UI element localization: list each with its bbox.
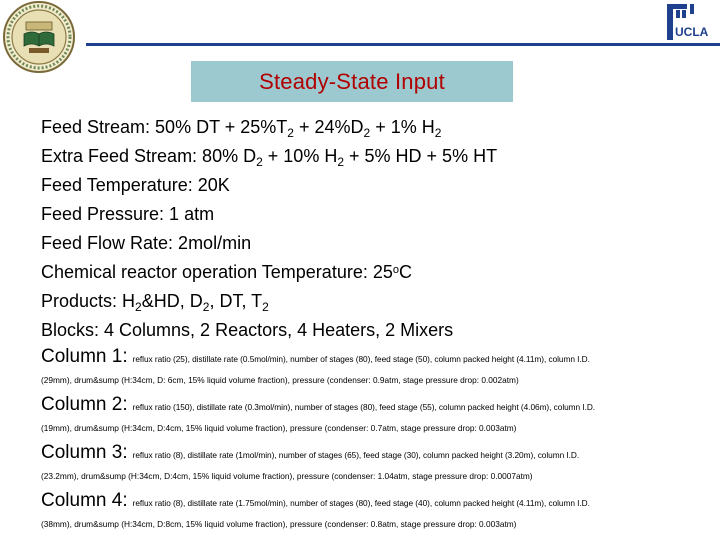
extra-feed-text-3: + 5% HD + 5% HT bbox=[344, 146, 498, 166]
ucla-logo-text: UCLA bbox=[675, 25, 709, 39]
column-2-details: reflux ratio (150), distillate rate (0.3mol/min), number of stages (80), feed stage (55), column packed height (4.06m), column I.D. bbox=[132, 402, 596, 412]
products-text-1: Products: H bbox=[41, 291, 136, 311]
slide-body bbox=[41, 113, 711, 531]
university-seal-logo bbox=[2, 0, 76, 74]
blocks-line: Blocks: 4 Columns, 2 Reactors, 4 Heaters, 2 Mixers bbox=[41, 320, 454, 340]
column-4-block bbox=[41, 489, 711, 531]
slide-title: Steady-State Input bbox=[259, 68, 445, 94]
column-1-block bbox=[41, 345, 711, 387]
reactor-temp-text-1: Chemical reactor operation Temperature: 25 bbox=[41, 262, 393, 282]
column-3-name: Column 3: bbox=[41, 442, 128, 463]
reactor-temp-text-2: C bbox=[398, 262, 412, 282]
ucla-logo bbox=[666, 2, 718, 42]
feed-stream-sub-1: 2 bbox=[287, 126, 294, 140]
column-1-details: reflux ratio (25), distillate rate (0.5mol/min), number of stages (80), feed stage (50), column packed height (4.11m), column I.D. bbox=[132, 354, 590, 364]
slide-title-box bbox=[191, 61, 513, 102]
feed-stream-line bbox=[41, 113, 711, 142]
feed-stream-text-3: + 1% H bbox=[370, 117, 435, 137]
extra-feed-text-2: + 10% H bbox=[262, 146, 338, 166]
column-4-name: Column 4: bbox=[41, 490, 128, 511]
feed-stream-text-1: Feed Stream: 50% DT + 25%T bbox=[41, 117, 288, 137]
products-text-3: , DT, T bbox=[209, 291, 263, 311]
reactor-temperature-line bbox=[41, 258, 711, 287]
feed-stream-sub-2: 2 bbox=[363, 126, 371, 140]
column-4-continuation: (38mm), drum&sump (H:34cm, D:8cm, 15% liquid volume fraction), pressure (condenser: 0.8atm, stage pressure drop: 0.003atm) bbox=[41, 519, 517, 529]
column-2-continuation: (19mm), drum&sump (H:34cm, D:4cm, 15% liquid volume fraction), pressure (condenser: 0.7atm, stage pressure drop: 0.003atm) bbox=[41, 423, 517, 433]
products-sub-3: 2 bbox=[262, 300, 269, 314]
column-3-block bbox=[41, 441, 711, 483]
column-2-block bbox=[41, 393, 711, 435]
extra-feed-line bbox=[41, 142, 711, 171]
extra-feed-sub-1: 2 bbox=[256, 155, 263, 169]
header-rule bbox=[86, 43, 720, 46]
extra-feed-text-1: Extra Feed Stream: 80% D bbox=[41, 146, 257, 166]
feed-pressure-line: Feed Pressure: 1 atm bbox=[41, 204, 215, 224]
products-sub-1: 2 bbox=[135, 300, 142, 314]
column-4-details: reflux ratio (8), distillate rate (1.75mol/min), number of stages (80), feed stage (40), column packed height (4.11m), column I.D. bbox=[132, 498, 590, 508]
column-1-name: Column 1: bbox=[41, 346, 128, 367]
column-3-details: reflux ratio (8), distillate rate (1mol/min), number of stages (65), feed stage (30), column packed height (3.20m), column I.D. bbox=[132, 450, 580, 460]
feed-stream-sub-3: 2 bbox=[434, 126, 442, 140]
extra-feed-sub-2: 2 bbox=[337, 155, 345, 169]
products-line bbox=[41, 287, 711, 316]
column-2-name: Column 2: bbox=[41, 394, 128, 415]
products-text-2: &HD, D bbox=[141, 291, 203, 311]
column-3-continuation: (23.2mm), drum&sump (H:34cm, D:4cm, 15% liquid volume fraction), pressure (condenser: 1.04atm, stage pressure drop: 0.0007atm) bbox=[41, 471, 533, 481]
feed-flow-line: Feed Flow Rate: 2mol/min bbox=[41, 233, 252, 253]
feed-stream-text-2: + 24%D bbox=[293, 117, 364, 137]
reactor-temp-degree: o bbox=[392, 264, 399, 276]
column-1-continuation: (29mm), drum&sump (H:34cm, D: 6cm, 15% liquid volume fraction), pressure (condenser: 0.9atm, stage pressure drop: 0.002atm) bbox=[41, 375, 519, 385]
products-sub-2: 2 bbox=[202, 300, 210, 314]
feed-temperature-line: Feed Temperature: 20K bbox=[41, 175, 230, 195]
